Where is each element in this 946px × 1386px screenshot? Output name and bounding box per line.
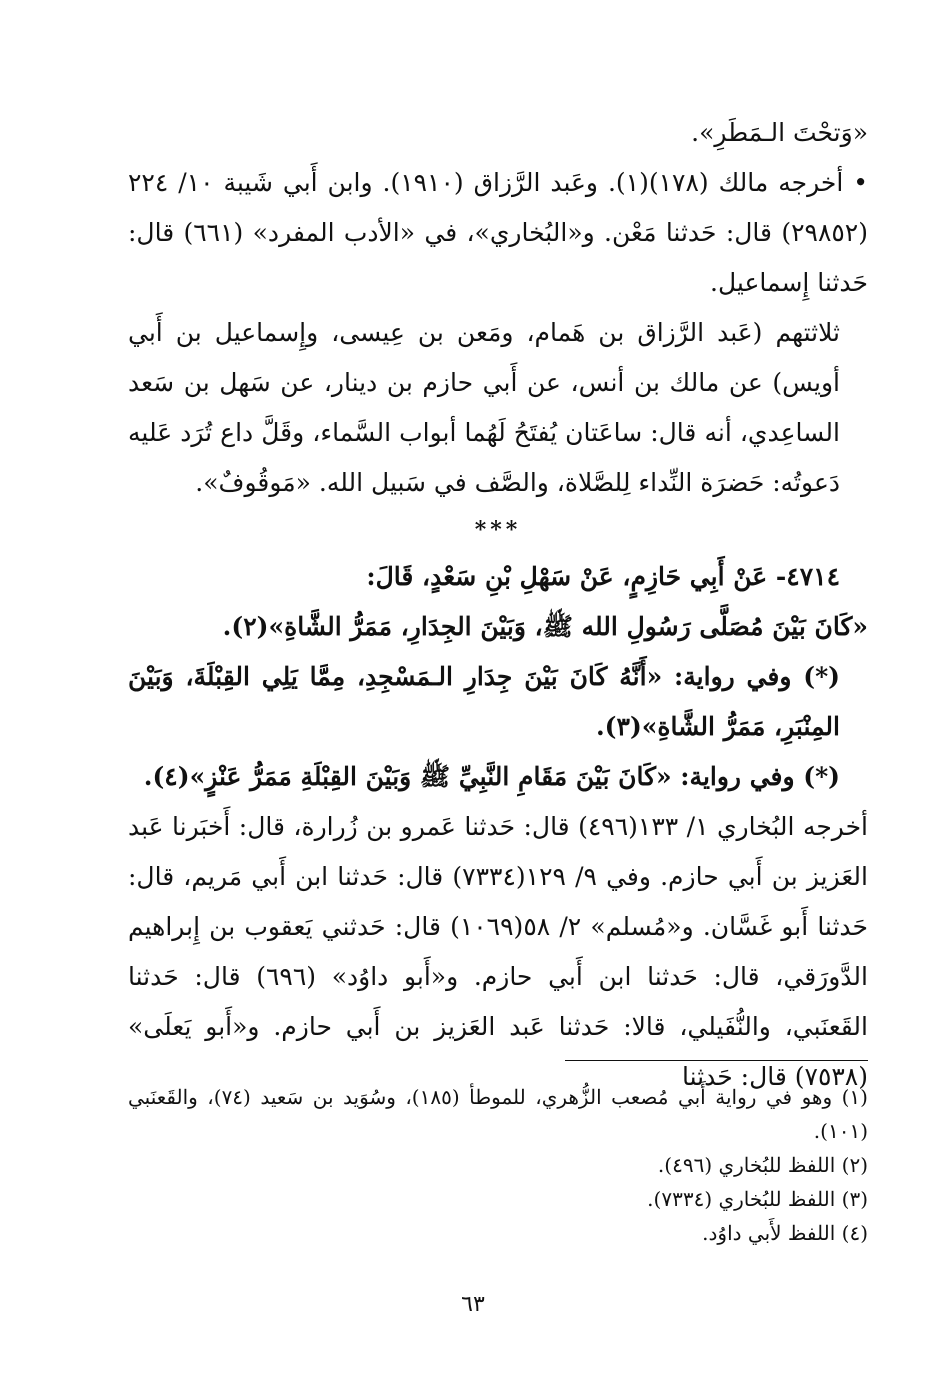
quote-line: «وَتحْتَ الـمَطَرِ».	[691, 118, 868, 147]
footnote-3: (٣) اللفظ للبُخاري (٧٣٣٤).	[647, 1187, 868, 1211]
variant-narration-2: (*) وفي رواية: «كَانَ بَيْنَ مَقَامِ النَّبِيِّ ﷺ وَبَيْنَ القِبْلَةِ مَمَرُّ عَنْزٍ»(٤).	[143, 762, 840, 791]
page-number: ٦٣	[461, 1292, 485, 1317]
hadith-heading: ٤٧١٤- عَنْ أَبِي حَازِمٍ، عَنْ سَهْلِ بْنِ سَعْدٍ، قَالَ:	[366, 562, 840, 591]
variant-narration-1: (*) وفي رواية: «أَنَّهُ كَانَ بَيْنَ جِدَارِ الـمَسْجِدِ، مِمَّا يَلِي القِبْلَةَ، وَبَيْنَ المِنْبَرِ، مَمَرُّ الشَّاةِ»(٣).	[128, 662, 840, 741]
footnote-1: (١) وهو في رواية أَبي مُصعب الزُّهري، للموطأ (١٨٥)، وسُوَيد بن سَعيد (٧٤)، والقَعنَبي (١٠١).	[128, 1085, 868, 1143]
section-separator: ***	[474, 517, 522, 543]
takhrij-paragraph-1: • أخرجه مالك (١٧٨)(١). وعَبد الرَّزاق (١٩١٠). وابن أَبي شَيبة ١٠/ ٢٢٤ (٢٩٨٥٢) قال: حَدثنا مَعْن. و«البُخاري»، في «الأدب المفرد» (٦٦١) قال: حَدثنا إِسماعيل.	[128, 168, 868, 297]
footnote-2: (٢) اللفظ للبُخاري (٤٩٦).	[657, 1153, 868, 1177]
footnote-4: (٤) اللفظ لأَبي داوُد.	[702, 1221, 868, 1245]
footnote-divider	[565, 1060, 868, 1061]
hadith-text: «كَانَ بَيْنَ مُصَلَّى رَسُولِ الله ﷺ، وَبَيْنَ الجِدَارِ، مَمَرُّ الشَّاةِ»(٢).	[222, 612, 868, 641]
footnotes	[128, 1080, 868, 1250]
main-text	[128, 108, 868, 1102]
narration-paragraph: ثلاثتهم (عَبد الرَّزاق بن هَمام، ومَعن بن عِيسى، وإِسماعيل بن أَبي أويس) عن مالك بن أنس، عن أَبي حازم بن دينار، عن سَهل بن سَعد الساعِدي، أنه قال: ساعَتان يُفتَحُ لَهُما أبواب السَّماء، وقَلَّ داع تُرَد عَليه دَعوتُه: حَضرَة النِّداء لِلصَّلاة، والصَّف في سَبيل الله. «مَوقُوفٌ».	[128, 318, 840, 497]
takhrij-paragraph-2: أخرجه البُخاري ١/ ١٣٣(٤٩٦) قال: حَدثنا عَمرو بن زُرارة، قال: أَخبَرنا عَبد العَزيز بن أَبي حازم. وفي ٩/ ١٢٩(٧٣٣٤) قال: حَدثنا ابن أَبي مَريم، قال: حَدثنا أَبو غَسَّان. و«مُسلم» ٢/ ٥٨(١٠٦٩) قال: حَدثني يَعقوب بن إِبراهيم الدَّورَقي، قال: حَدثنا ابن أَبي حازم. و«أَبو داوُد» (٦٩٦) قال: حَدثنا القَعنَبي، والنُّفَيلي، قالا: حَدثنا عَبد العَزيز بن أَبي حازم. و«أَبو يَعلَى» (٧٥٣٨) قال: حَدثنا	[128, 812, 869, 1091]
